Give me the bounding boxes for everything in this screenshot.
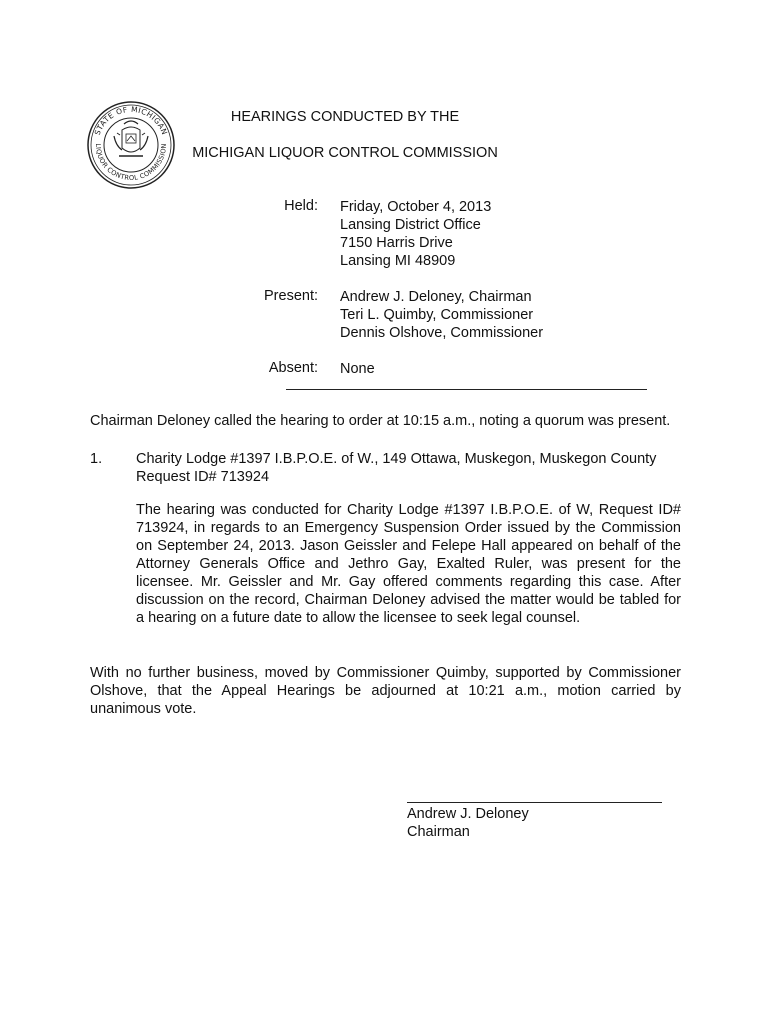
held-details	[340, 198, 491, 270]
svg-text:LIQUOR CONTROL COMMISSION: LIQUOR CONTROL COMMISSION	[93, 143, 169, 183]
present-label: Present:	[264, 288, 318, 304]
held-city: Lansing MI 48909	[340, 253, 456, 269]
absent-label: Absent:	[268, 360, 318, 376]
present-list	[340, 288, 543, 342]
signature-line	[407, 802, 662, 803]
held-office: Lansing District Office	[340, 217, 481, 233]
call-to-order: Chairman Deloney called the hearing to order at 10:15 a.m., noting a quorum was present.	[90, 413, 671, 429]
item-heading	[136, 450, 696, 486]
item-heading-line-1: Charity Lodge #1397 I.B.P.O.E. of W., 149 Ottawa, Muskegon, Muskegon County	[136, 451, 657, 467]
title-line-2: MICHIGAN LIQUOR CONTROL COMMISSION	[192, 145, 498, 161]
signature-block	[407, 805, 529, 841]
held-label: Held:	[284, 198, 318, 214]
held-date: Friday, October 4, 2013	[340, 199, 492, 215]
present-member-1: Andrew J. Deloney, Chairman	[340, 289, 532, 305]
signatory-title: Chairman	[407, 824, 470, 840]
svg-text:STATE OF MICHIGAN: STATE OF MICHIGAN	[92, 104, 170, 137]
held-street: 7150 Harris Drive	[340, 235, 453, 251]
signatory-name: Andrew J. Deloney	[407, 806, 529, 822]
item-heading-line-2: Request ID# 713924	[136, 469, 270, 485]
absent-value: None	[340, 361, 375, 377]
title-line-1: HEARINGS CONDUCTED BY THE	[230, 109, 460, 125]
item-body: The hearing was conducted for Charity Lodge #1397 I.B.P.O.E. of W, Request ID# 713924, in regards to an Emergency Suspension Order issued by the Commission on September 24, 2013. Jason Geissler and Felepe Hall appeared on behalf of the Attorney Generals Office and Jethro Gay, Exalted Ruler, was present for the licensee. Mr. Geissler and Mr. Gay offered comments regarding this case. After discussion on the record, Chairman Deloney advised the matter would be tabled for a hearing on a future date to allow the licensee to seek legal counsel.	[136, 502, 681, 626]
present-member-3: Dennis Olshove, Commissioner	[340, 325, 544, 341]
present-member-2: Teri L. Quimby, Commissioner	[340, 307, 534, 323]
section-divider	[286, 389, 647, 390]
item-number: 1.	[90, 451, 103, 467]
closing-paragraph: With no further business, moved by Commissioner Quimby, supported by Commissioner Olshove, that the Appeal Hearings be adjourned at 10:21 a.m., motion carried by unanimous vote.	[90, 665, 681, 717]
